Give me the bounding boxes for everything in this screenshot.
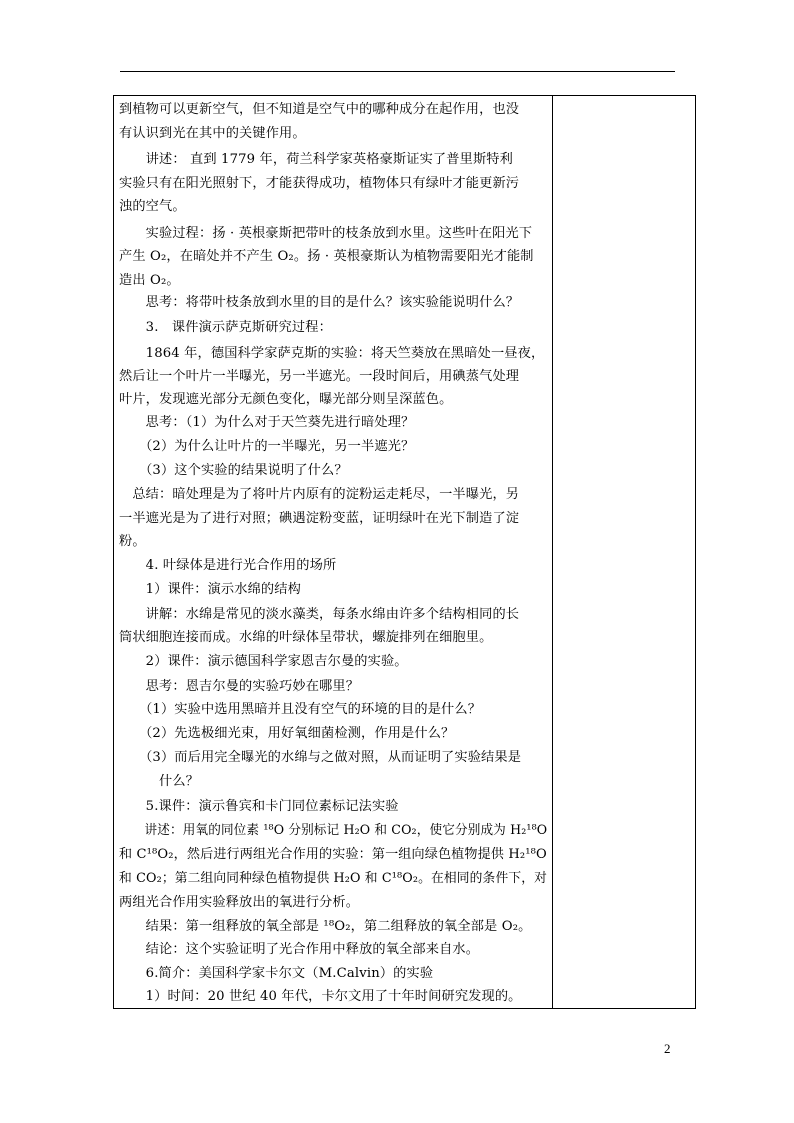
text-line: 到植物可以更新空气，但不知道是空气中的哪种成分在起作用，也没 — [119, 102, 520, 117]
text-line: （2）为什么让叶片的一半曝光，另一半遮光？ — [119, 439, 415, 454]
text-line: 讲解：水绵是常见的淡水藻类，每条水绵由许多个结构相同的长 — [119, 607, 520, 622]
text-line: 思考：将带叶枝条放到水里的目的是什么？该实验能说明什么？ — [119, 295, 520, 310]
text-line: 思考：恩吉尔曼的实验巧妙在哪里？ — [119, 679, 360, 694]
text-line: （1）实验中选用黑暗并且没有空气的环境的目的是什么？ — [119, 702, 482, 717]
text-line: 实验过程：扬 · 英根豪斯把带叶的枝条放到水里。这些叶在阳光下 — [119, 226, 533, 241]
text-line: 产生 O₂，在暗处并不产生 O₂。扬 · 英根豪斯认为植物需要阳光才能制 — [119, 249, 534, 264]
text-line: 6.简介：美国科学家卡尔文（M.Calvin）的实验 — [119, 966, 434, 981]
text-line: 叶片，发现遮光部分无颜色变化，曝光部分则呈深蓝色。 — [119, 392, 453, 407]
text-line: 浊的空气。 — [119, 199, 186, 214]
text-line: 讲述： 直到 1779 年，荷兰科学家英格豪斯证实了普里斯特利 — [119, 152, 513, 167]
text-line: 结论：这个实验证明了光合作用中释放的氧全部来自水。 — [119, 942, 480, 957]
text-line: 讲述：用氧的同位素 ¹⁸O 分别标记 H₂O 和 CO₂，使它分别成为 H₂¹⁸O — [119, 823, 548, 838]
text-line: 一半遮光是为了进行对照；碘遇淀粉变蓝，证明绿叶在光下制造了淀 — [119, 511, 520, 526]
table-column-divider — [552, 95, 553, 1009]
text-line: 两组光合作用实验释放出的氧进行分析。 — [119, 895, 360, 910]
header-rule — [120, 71, 675, 72]
page-number: 2 — [664, 1041, 671, 1056]
text-line: 结果：第一组释放的氧全部是 ¹⁸O₂，第二组释放的氧全部是 O₂。 — [119, 919, 532, 934]
text-line: 筒状细胞连接而成。水绵的叶绿体呈带状，螺旋排列在细胞里。 — [119, 630, 493, 645]
text-line: 和 CO₂；第二组向同种绿色植物提供 H₂O 和 C¹⁸O₂。在相同的条件下，对 — [119, 871, 547, 886]
text-line: （2）先选极细光束，用好氧细菌检测，作用是什么？ — [119, 726, 455, 741]
text-line: 3. 课件演示萨克斯研究过程： — [119, 320, 332, 335]
text-line: 1864 年，德国科学家萨克斯的实验：将天竺葵放在黑暗处一昼夜， — [119, 346, 545, 361]
text-line: 和 C¹⁸O₂，然后进行两组光合作用的实验：第一组向绿色植物提供 H₂¹⁸O — [119, 847, 547, 862]
text-line: 总结：暗处理是为了将叶片内原有的淀粉运走耗尽，一半曝光，另 — [119, 487, 520, 502]
text-line: 1）时间：20 世纪 40 年代，卡尔文用了十年时间研究发现的。 — [119, 989, 522, 1004]
text-line: 4. 叶绿体是进行光合作用的场所 — [119, 558, 337, 573]
text-line: （3）而后用完全曝光的水绵与之做对照，从而证明了实验结果是 — [119, 750, 522, 765]
text-line: 然后让一个叶片一半曝光，另一半遮光。一段时间后，用碘蒸气处理 — [119, 369, 520, 384]
text-line: 粉。 — [119, 534, 146, 549]
text-line: 5.课件：演示鲁宾和卡门同位素标记法实验 — [119, 799, 399, 814]
text-line: 思考：（1）为什么对于天竺葵先进行暗处理？ — [119, 415, 415, 430]
text-line: 什么？ — [119, 774, 200, 789]
text-line: 实验只有在阳光照射下，才能获得成功，植物体只有绿叶才能更新污 — [119, 176, 520, 191]
text-line: 1）课件：演示水绵的结构 — [119, 582, 301, 597]
text-line: 造出 O₂。 — [119, 273, 180, 288]
text-line: （3）这个实验的结果说明了什么？ — [119, 463, 348, 478]
text-line: 有认识到光在其中的关键作用。 — [119, 126, 306, 141]
text-line: 2）课件：演示德国科学家恩吉尔曼的实验。 — [119, 654, 408, 669]
